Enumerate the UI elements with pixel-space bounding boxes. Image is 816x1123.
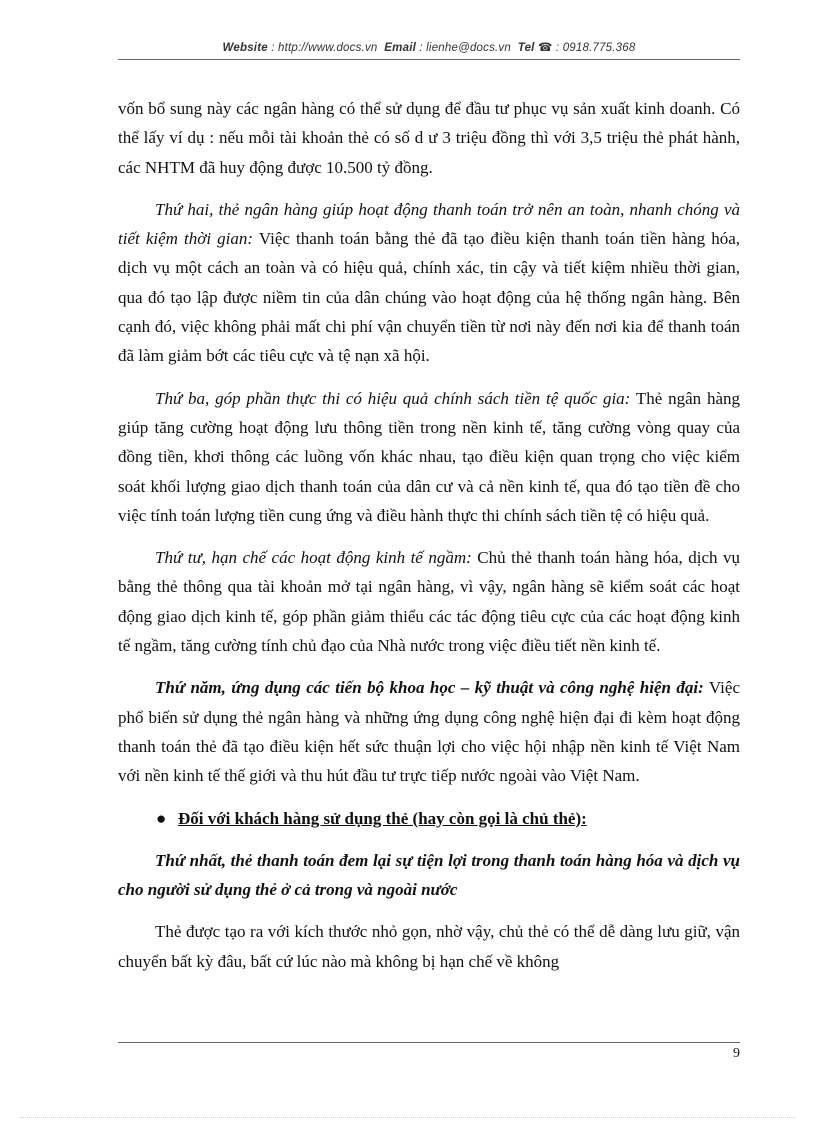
paragraph-2-lead: Thứ hai, thẻ ngân hàng giúp hoạt động thanh toán trở nên an toàn, nhanh chóng và tiết kiệm thời gian:	[118, 199, 740, 249]
paragraph-2	[118, 195, 740, 371]
paragraph-4-lead: Thứ tư, hạn chế các hoạt động kinh tế ngầm:	[155, 548, 472, 568]
paragraph-5	[118, 673, 740, 790]
bullet-icon: ●	[156, 808, 167, 828]
email-label: Email	[384, 42, 416, 54]
paragraph-4	[118, 543, 740, 660]
bullet-heading-text: Đối với khách hàng sử dụng thẻ (hay còn gọi là chủ thẻ):	[178, 808, 587, 828]
page-header	[118, 40, 740, 54]
page-bottom-border	[20, 1117, 796, 1118]
tel-label: Tel	[517, 42, 535, 54]
paragraph-6: Thứ nhất, thẻ thanh toán đem lại sự tiện lợi trong thanh toán hàng hóa và dịch vụ cho người sử dụng thẻ ở cả trong và ngoài nước	[118, 850, 740, 900]
paragraph-2-body: Việc thanh toán bằng thẻ đã tạo điều kiện thanh toán tiền hàng hóa, dịch vụ một cách an toàn và có hiệu quả, chính xác, tin cậy và tiết kiệm nhiều thời gian, qua đó tạo lập được niềm tin của dân chúng vào hoạt động của hệ thống ngân hàng. Bên cạnh đó, việc không phải mất chi phí vận chuyển tiền từ nơi này đến nơi kia để thanh toán đã làm giảm bớt các tiêu cực và tệ nạn xã hội.	[118, 229, 740, 366]
email-value[interactable]: : lienhe@docs.vn	[419, 42, 511, 54]
paragraph-5-body: Việc phổ biến sử dụng thẻ ngân hàng và những ứng dụng công nghệ hiện đại đi kèm hoạt động thanh toán thẻ đã tạo điều kiện hết sức thuận lợi cho việc hội nhập nền kinh tế Việt Nam với nền kinh tế thế giới và thu hút đầu tư trực tiếp nước ngoài vào Việt Nam.	[118, 678, 740, 786]
paragraph-3-body: Thẻ ngân hàng giúp tăng cường hoạt động lưu thông tiền trong nền kinh tế, tăng cường vòng quay của đồng tiền, khơi thông các luồng vốn khác nhau, tạo điều kiện quan trọng cho việc kiểm soát khối lượng giao dịch thanh toán của dân cư và cả nền kinh tế, qua đó tạo tiền đề cho việc tính toán lượng tiền cung ứng và điều hành thực thi chính sách tiền tệ có hiệu quả.	[118, 388, 740, 525]
footer-divider	[118, 1042, 740, 1043]
paragraph-3-lead: Thứ ba, góp phần thực thi có hiệu quả chính sách tiền tệ quốc gia:	[155, 388, 631, 408]
phone-icon: ☎	[537, 42, 553, 54]
document-body	[118, 94, 740, 989]
paragraph-3	[118, 384, 740, 530]
page-number: 9	[733, 1046, 740, 1061]
website-label: Website	[222, 42, 268, 54]
bullet-heading	[118, 804, 740, 833]
tel-value: : 0918.775.368	[555, 42, 636, 54]
paragraph-7: Thẻ được tạo ra với kích thước nhỏ gọn, nhờ vậy, chủ thẻ có thể dễ dàng lưu giữ, vận chuyển bất kỳ đâu, bất cứ lúc nào mà không bị hạn chế về không	[118, 922, 740, 971]
paragraph-4-body: Chủ thẻ thanh toán hàng hóa, dịch vụ bằng thẻ thông qua tài khoản mở tại ngân hàng, vì vậy, ngân hàng sẽ kiểm soát các hoạt động giao dịch kinh tế, góp phần giảm thiểu các tác động tiêu cực của các hoạt động kinh tế ngầm, tăng cường tính chủ đạo của Nhà nước trong việc điều tiết nền kinh tế.	[118, 548, 740, 656]
website-value[interactable]: : http://www.docs.vn	[271, 42, 378, 54]
paragraph-1: vốn bổ sung này các ngân hàng có thể sử dụng để đầu tư phục vụ sản xuất kinh doanh. Có thể lấy ví dụ : nếu mỗi tài khoản thẻ có số d ư 3 triệu đồng thì với 3,5 triệu thẻ phát hành, các NHTM đã huy động được 10.500 tỷ đồng.	[118, 99, 740, 177]
header-divider	[118, 59, 740, 60]
paragraph-5-lead: Thứ năm, ứng dụng các tiến bộ khoa học – kỹ thuật và công nghệ hiện đại:	[155, 678, 704, 698]
